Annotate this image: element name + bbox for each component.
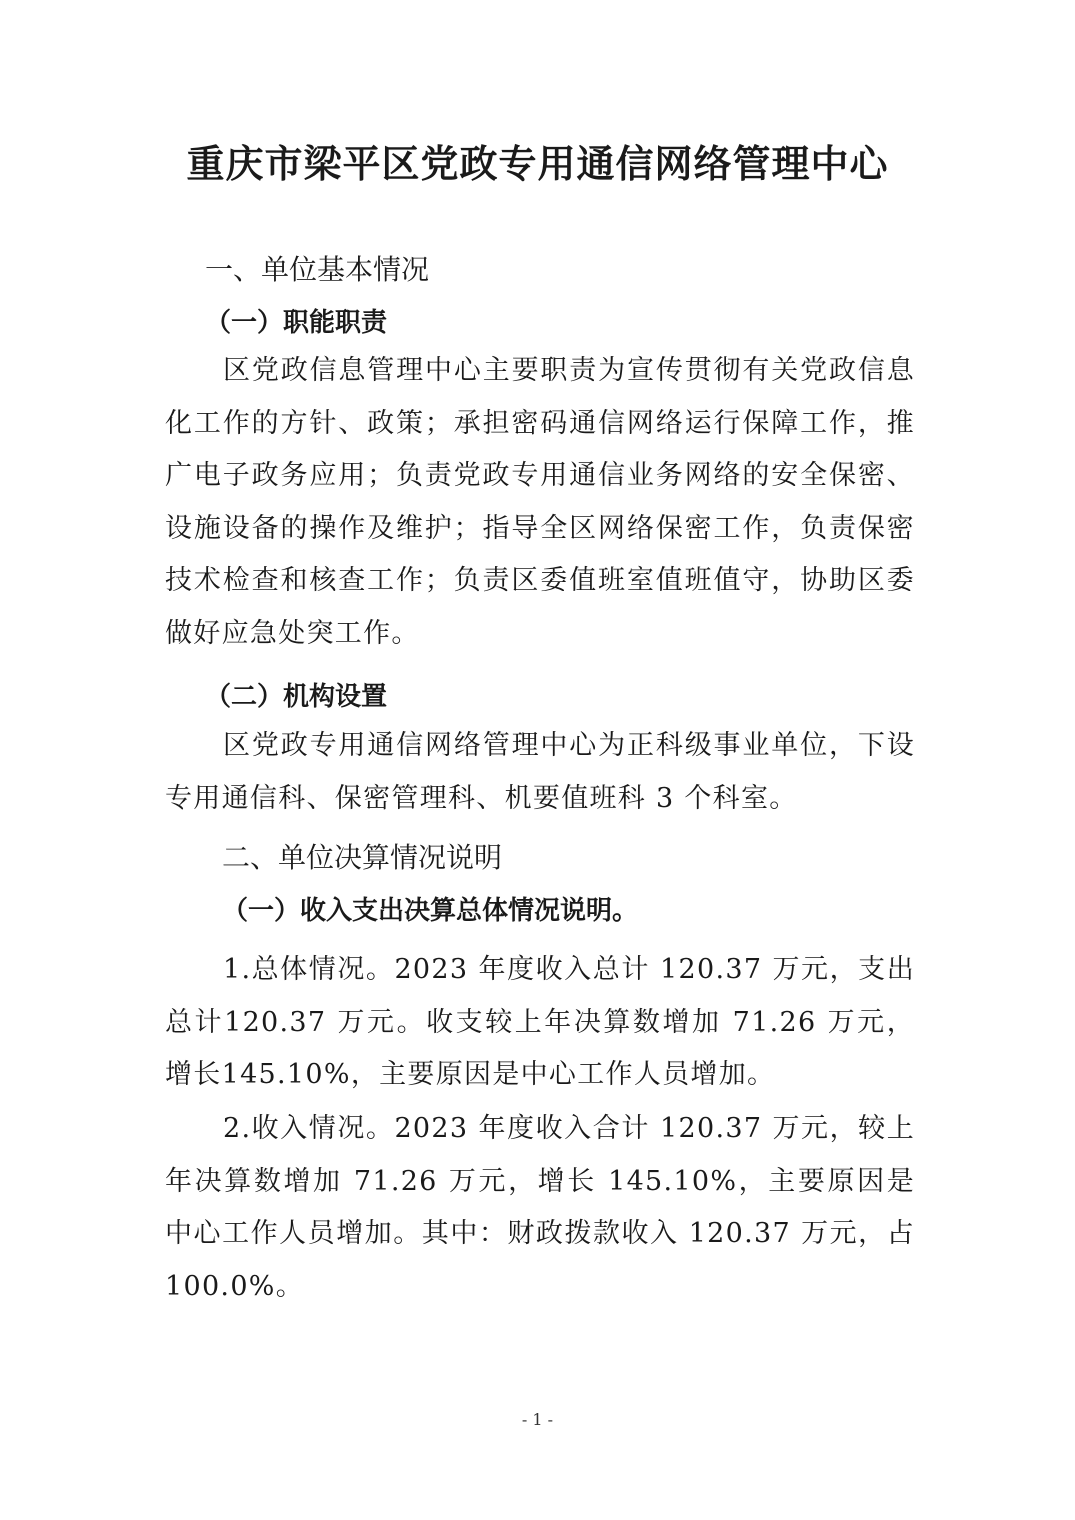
subsection-heading-income-expenditure: （一）收入支出决算总体情况说明。 bbox=[222, 896, 639, 926]
paragraph-organization: 区党政专用通信网络管理中心为正科级事业单位，下设专用通信科、保密管理科、机要值班科 3 个科室。 bbox=[165, 730, 915, 814]
paragraph-income-situation: 2.收入情况。2023 年度收入合计 120.37 万元，较上年决算数增加 71.26 万元，增长 145.10%，主要原因是中心工作人员增加。其中：财政拨款收入 120.37 万元，占 100.0%。 bbox=[165, 1113, 915, 1302]
paragraph-duties: 区党政信息管理中心主要职责为宣传贯彻有关党政信息化工作的方针、政策；承担密码通信网络运行保障工作，推广电子政务应用；负责党政专用通信业务网络的安全保密、设施设备的操作及维护；指导全区网络保密工作，负责保密技术检查和核查工作；负责区委值班室值班值守，协助区委做好应急处突工作。 bbox=[165, 355, 915, 649]
subsection-heading-organization: （二）机构设置 bbox=[205, 682, 388, 712]
page-number: - 1 - bbox=[521, 1410, 554, 1429]
section-heading-final-accounts: 二、单位决算情况说明 bbox=[222, 841, 503, 874]
document-title: 重庆市梁平区党政专用通信网络管理中心 bbox=[186, 141, 889, 186]
paragraph-overall-situation: 1.总体情况。2023 年度收入总计 120.37 万元，支出总计120.37 万元。收支较上年决算数增加 71.26 万元，增长145.10%，主要原因是中心工作人员增加。 bbox=[165, 954, 915, 1090]
subsection-heading-duties: （一）职能职责 bbox=[205, 308, 388, 338]
section-heading-basic-info: 一、单位基本情况 bbox=[205, 253, 430, 286]
